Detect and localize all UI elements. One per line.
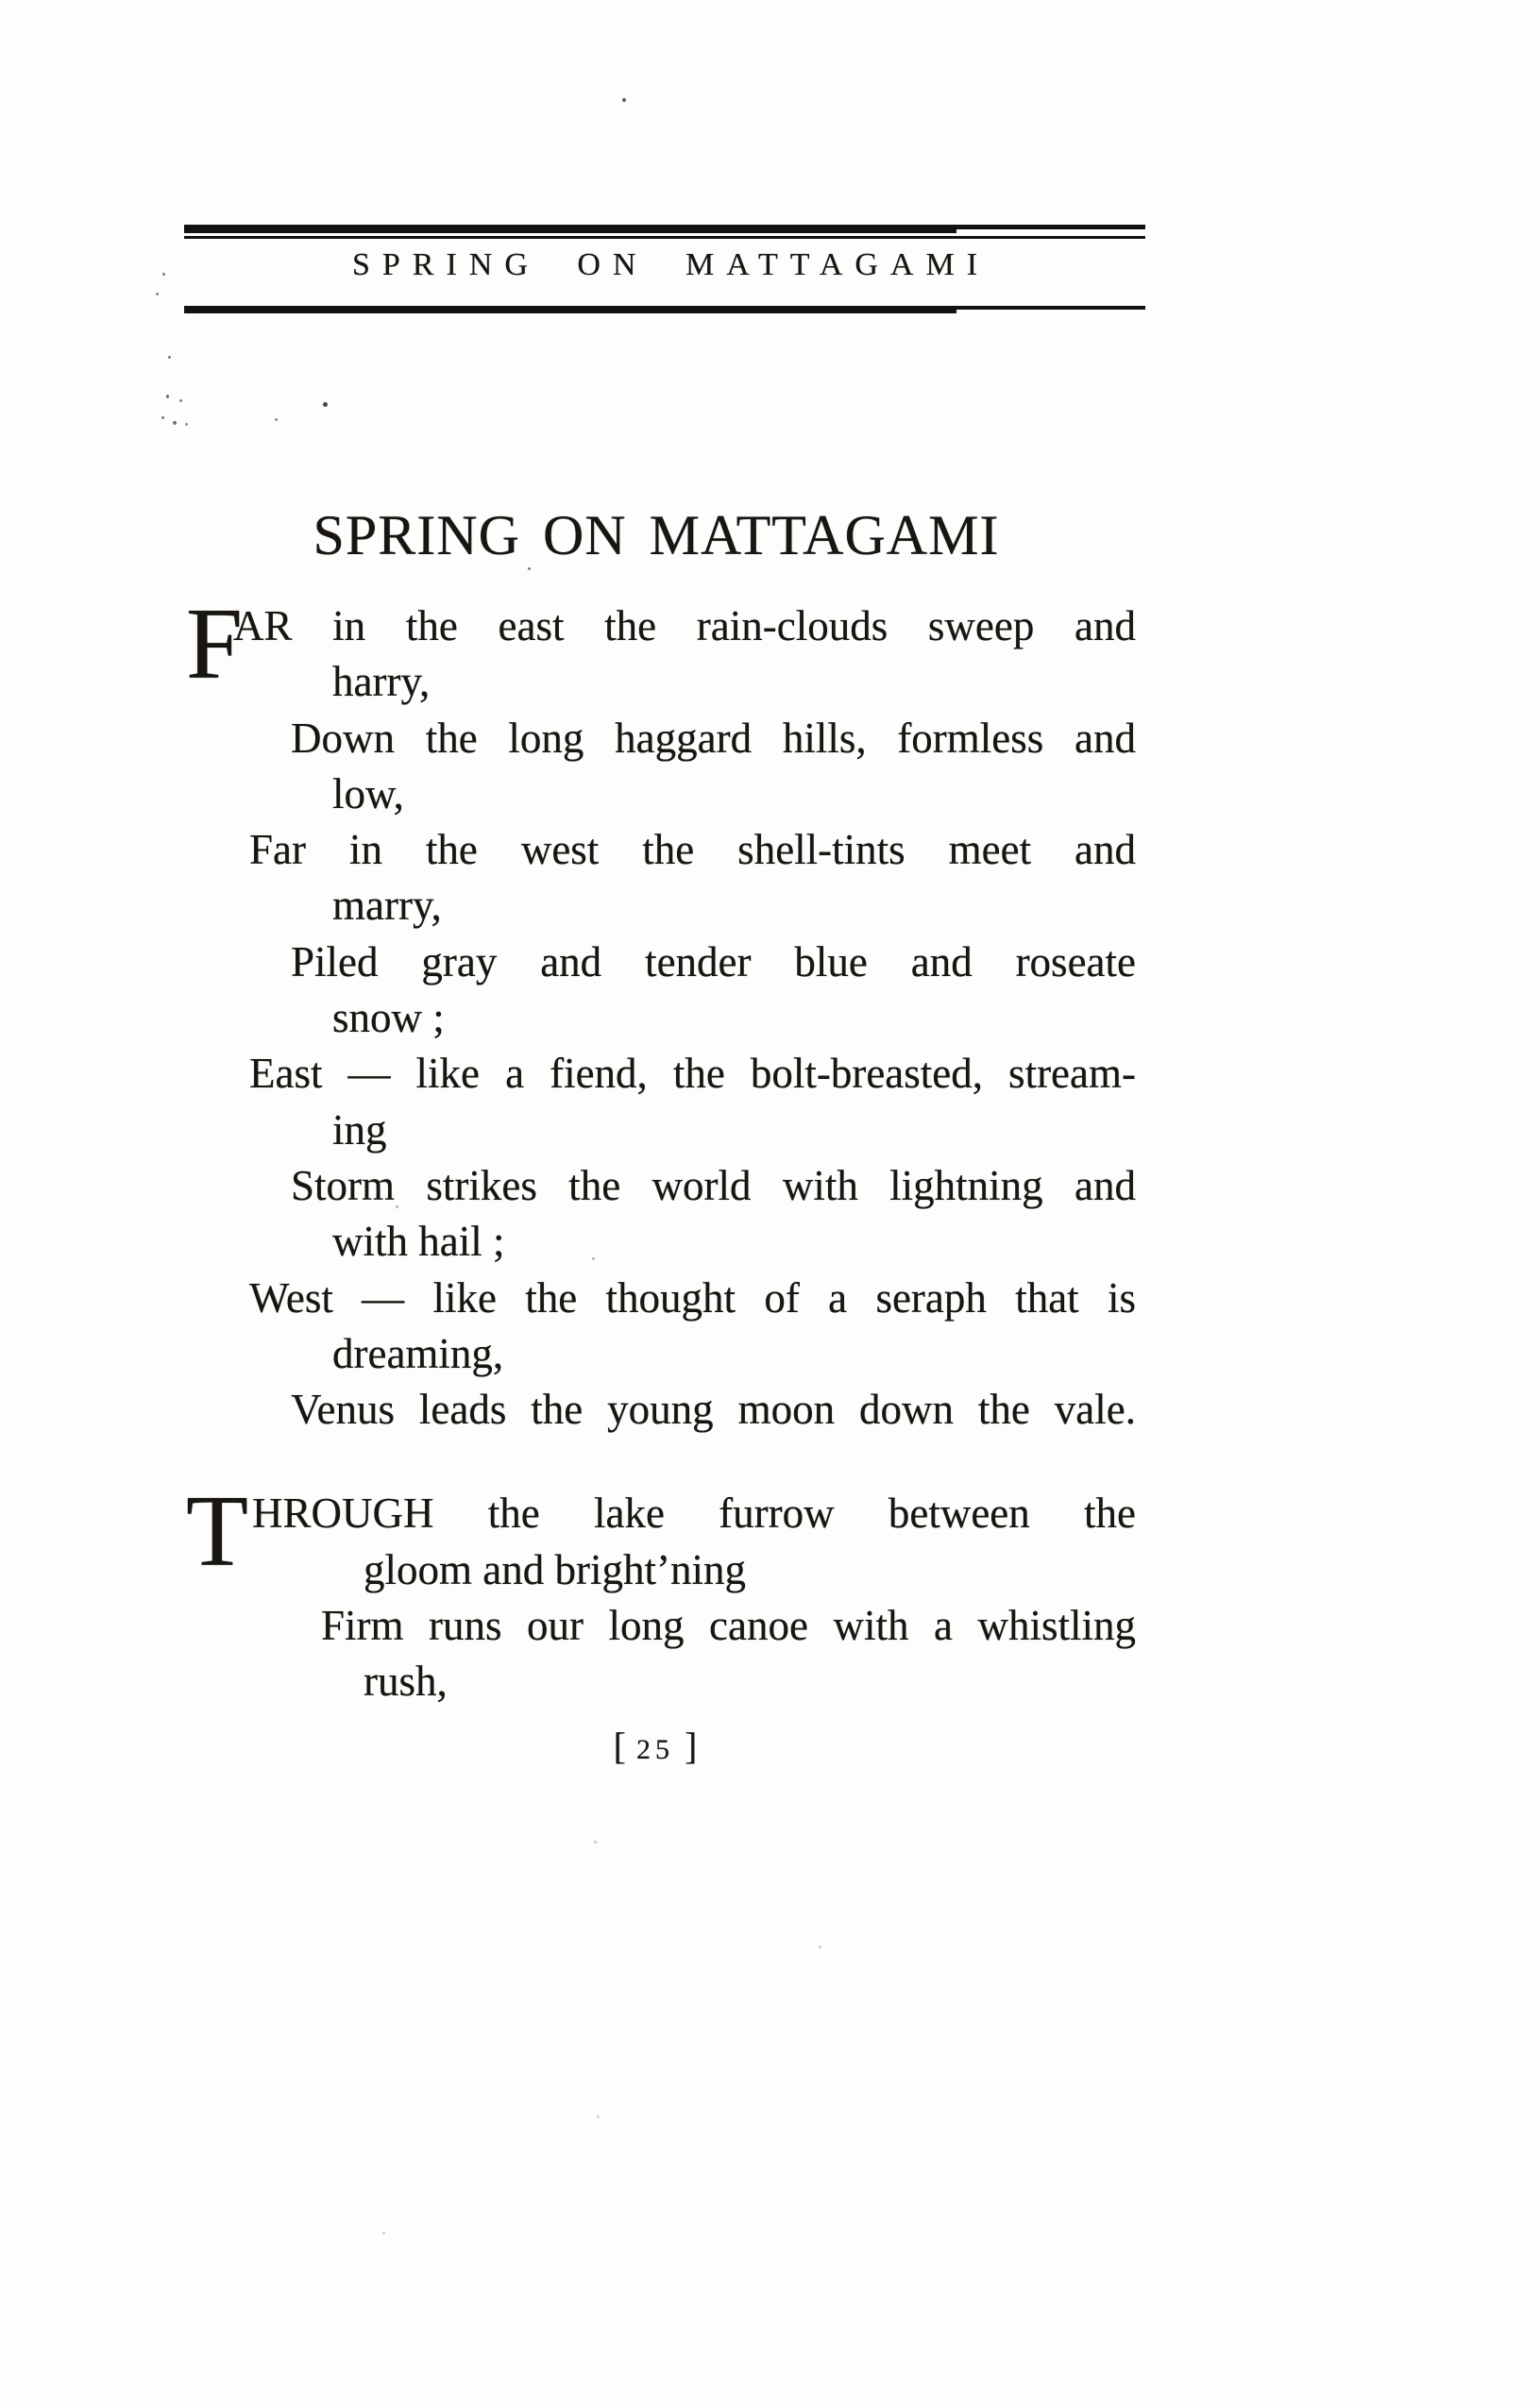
running-head-rule-top-thin [184,236,1145,239]
scan-speck [173,421,177,425]
poem-line: Far in the west the shell-tints meet and [249,826,1136,874]
poem-line: Down the long haggard hills, formless and [291,714,1136,762]
poem-line: Storm strikes the world with lightning and [291,1161,1136,1209]
scan-speck [323,402,328,407]
poem-line: AR in the east the rain-clouds sweep and [233,602,1136,649]
rule-segment [956,306,1145,310]
scan-speck [396,1205,398,1208]
poem-line: rush, [364,1658,448,1706]
poem [175,588,1136,1710]
stanza [175,1475,1136,1709]
rule-segment [184,306,956,313]
poem-line: dreaming, [332,1329,504,1377]
page-number [175,1726,1136,1767]
poem-line: Firm runs our long canoe with a whistling [321,1602,1136,1650]
poem-line: gloom and bright’ning [364,1545,746,1593]
scan-speck [179,399,182,402]
page-number-bracket-left: [ [613,1725,626,1767]
poem-line: HROUGH the lake furrow between the [252,1490,1136,1538]
scan-speck [819,1945,821,1948]
poem-title: SPRING ON MATTAGAMI [313,504,1000,566]
poem-line: low, [332,769,404,817]
rule-segment [184,225,956,233]
scan-speck [162,273,165,276]
page-number-bracket-right: ] [685,1725,698,1767]
scan-speck [592,1257,595,1260]
scan-speck [161,416,164,419]
poem-line: Venus leads the young moon down the vale. [291,1386,1136,1434]
running-head-rule-bottom [184,306,1145,313]
poem-line: marry, [332,882,442,930]
poem-line: Piled gray and tender blue and roseate [291,937,1136,985]
poem-line: harry, [332,658,431,706]
running-head-text: SPRING ON MATTAGAMI [351,247,990,282]
drop-cap: F [186,588,244,700]
scan-speck [185,423,188,426]
scan-speck [594,1841,597,1844]
running-head [184,225,1145,313]
poem-line: ing [332,1105,387,1153]
poem-line: snow ; [332,994,445,1042]
scan-speck [597,2115,600,2118]
scan-speck [275,418,278,421]
scan-speck [382,2231,385,2234]
scan-speck [528,567,531,570]
scan-speck [168,356,171,359]
poem-line: with hail ; [332,1218,505,1266]
scan-speck [156,293,159,295]
scan-speck [166,395,169,398]
rule-segment [956,225,1145,229]
poem-line: East — like a fiend, the bolt-breasted, stream- [249,1050,1136,1098]
drop-cap: T [186,1475,248,1589]
poem-line: West — like the thought of a seraph that is [249,1273,1136,1322]
scan-speck [622,98,626,102]
stanza [175,588,1136,1438]
page-number-value: 25 [636,1734,674,1765]
running-head-rule-top-thick [184,225,1145,233]
